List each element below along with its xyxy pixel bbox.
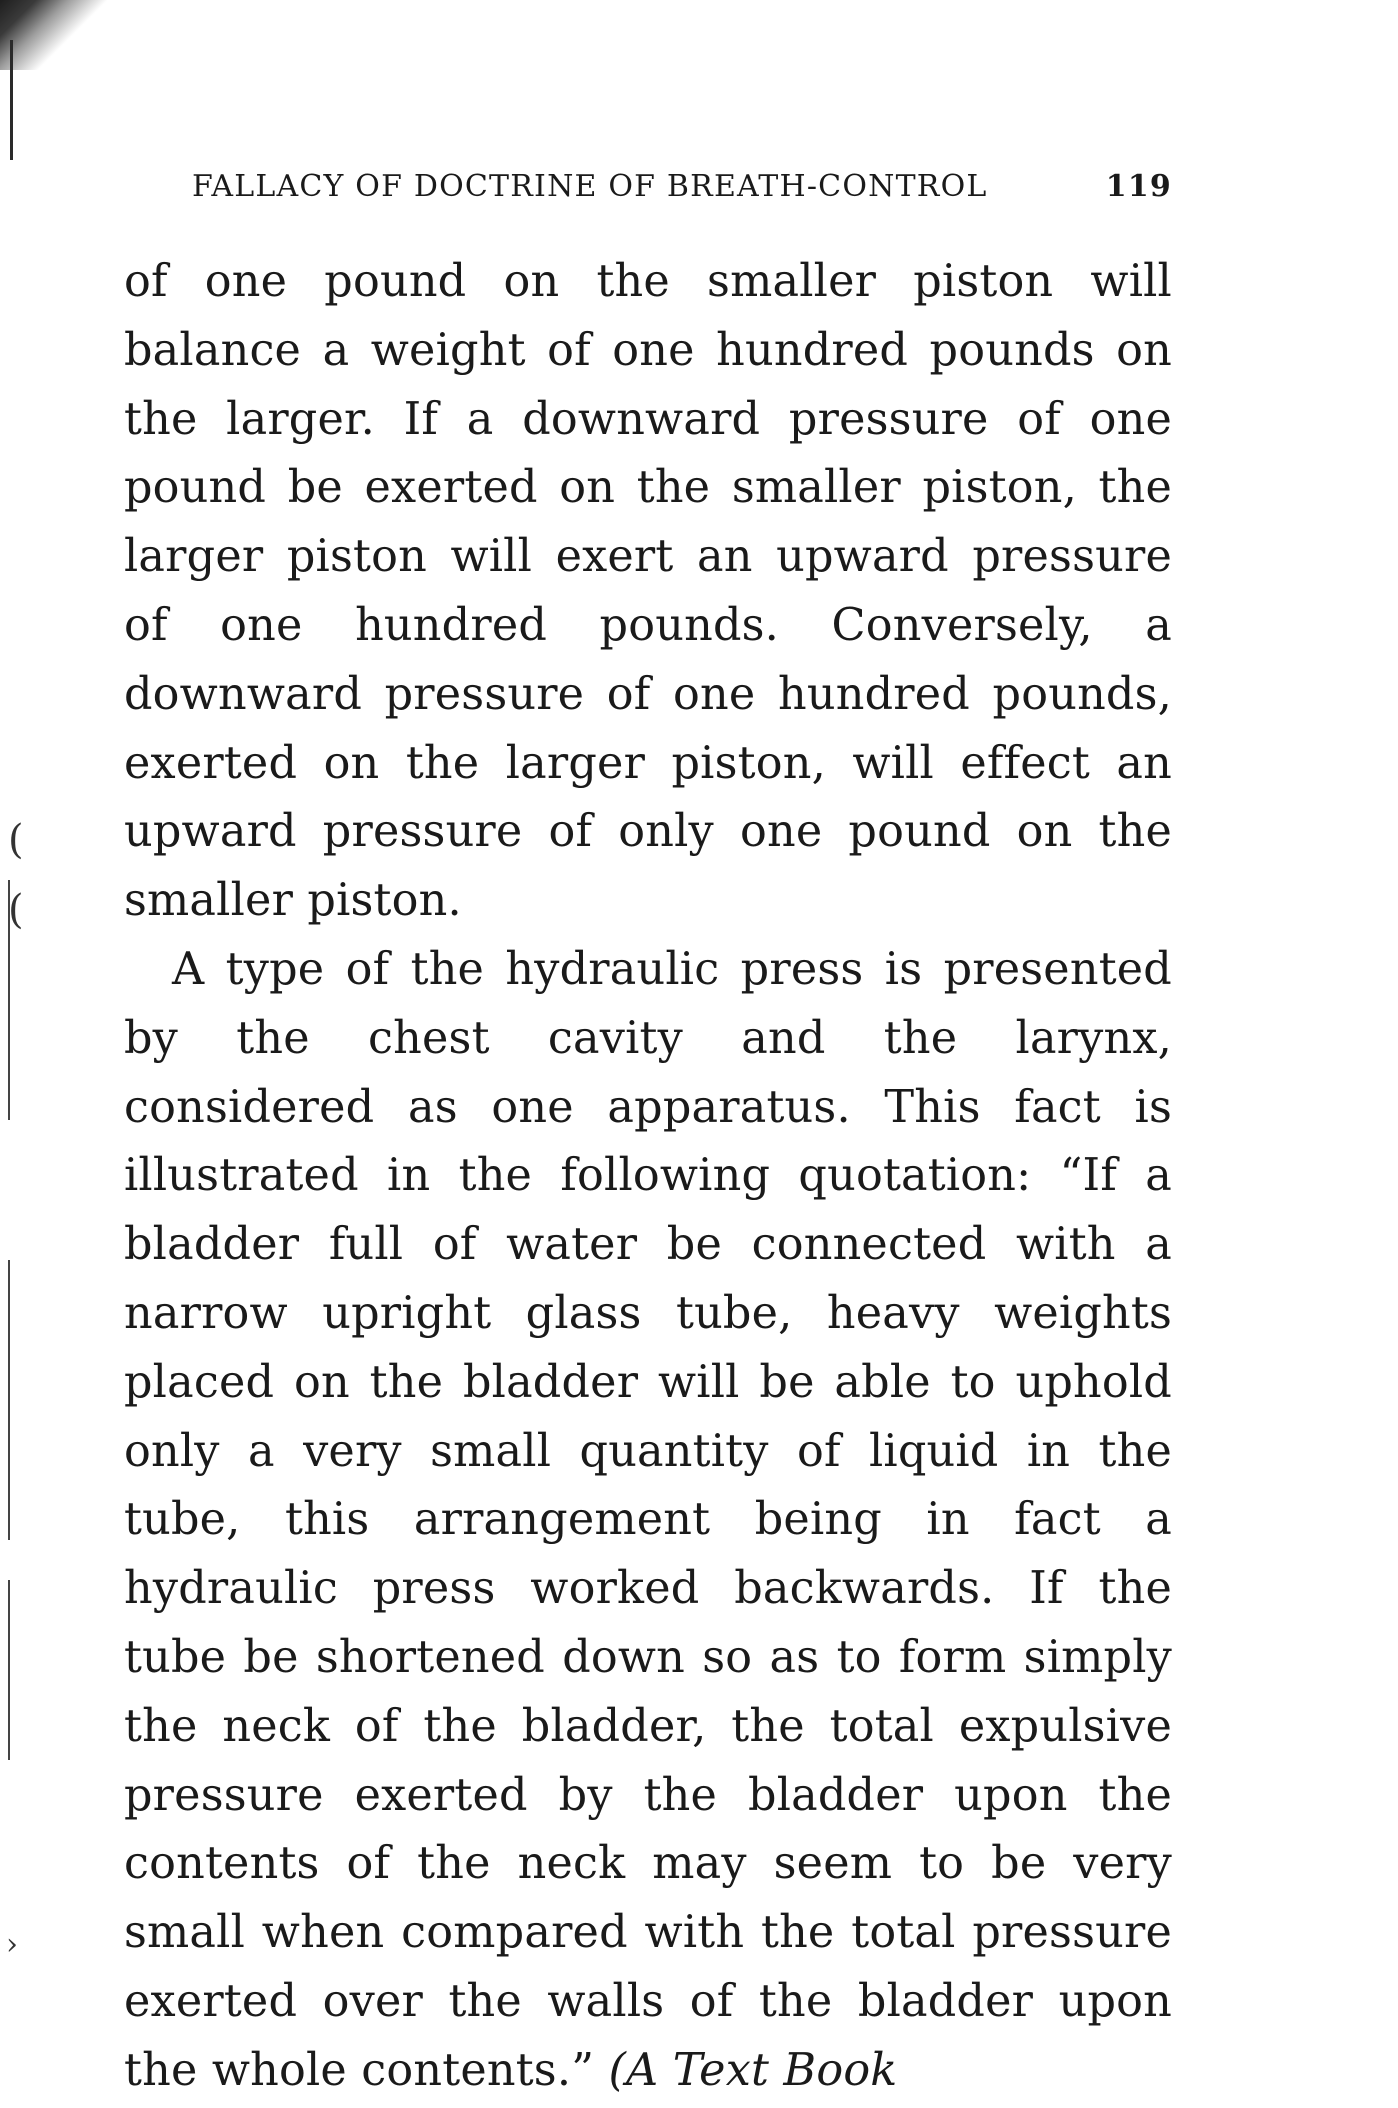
scan-edge-line [10,40,13,160]
running-header [192,162,1172,210]
paragraph-1: of one pound on the smaller piston will balance a weight of one hundred pounds on the larger. If a downward pressure of one pound be exerted on the smaller piston, the larger piston will exert an upward pressure of one hundred pounds. Conversely, a downward pressure of one hundred pounds, exerted on the larger piston, will effect an upward pressure of only one pound on the smaller piston. [124,256,1172,927]
paragraph-2-text: A type of the hydraulic press is presented by the chest cavity and the larynx, considered as one apparatus. This fact is illustrated in the following quotation: “If a bladder full of water be connected with a narrow upright glass tube, heavy weights placed on the bladder will be able to uphold only a very small quantity of liquid in the tube, this arrangement being in fact a hydraulic press worked backwards. If the tube be shortened down so as to form simply the neck of the bladder, the total expulsive pressure exerted by the bladder upon the contents of the neck may seem to be very small when compared with the total pressure exerted over the walls of the bladder upon the whole contents.” [124,943,1172,2096]
scan-mark: ( [8,887,24,933]
paragraph-2 [124,936,1172,2106]
citation-text: (A Text Book [608,2044,898,2096]
page-number: 119 [1105,168,1172,204]
scan-edge-bar [8,1580,10,1760]
body-text [124,248,1172,2106]
scan-mark: › [6,1927,18,1962]
scan-shadow [0,0,110,70]
scan-edge-bar [8,1260,10,1540]
scan-mark: ( [8,817,24,863]
running-title: FALLACY OF DOCTRINE OF BREATH-CONTROL [192,168,988,204]
